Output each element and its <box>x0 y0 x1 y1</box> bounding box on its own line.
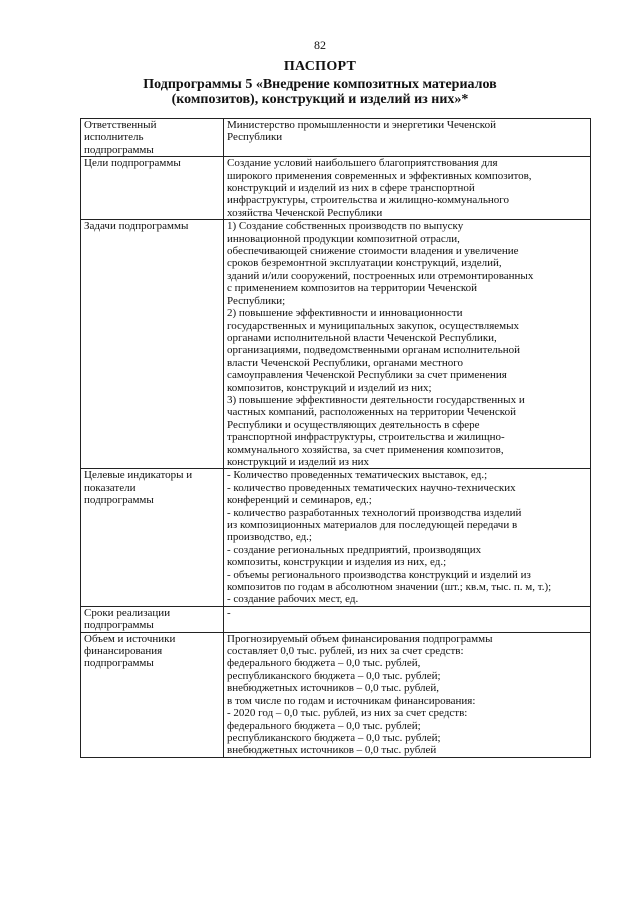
row-content-line: - <box>227 606 231 619</box>
row-label-line: исполнитель <box>84 131 144 144</box>
row-content-line: Республики; <box>227 294 286 307</box>
table-row <box>81 157 591 220</box>
row-content-line: 3) повышение эффективности деятельности государственных и <box>227 393 525 406</box>
row-content-line: производство, ед.; <box>227 531 312 544</box>
row-content-line: Министерство промышленности и энергетики Чеченской <box>227 119 496 131</box>
row-content-line: самоуправления Чеченской Республики за счет применения <box>227 369 507 382</box>
table-row <box>81 220 591 469</box>
row-content-line: Создание условий наибольшего благоприятствования для <box>227 157 498 170</box>
row-label-line: подпрограммы <box>84 143 154 156</box>
row-label-line: подпрограммы <box>84 494 154 507</box>
row-content-line: - 2020 год – 0,0 тыс. рублей, из них за счет средств: <box>227 707 468 720</box>
row-content-line: обеспечивающей снижение стоимости владения и увеличение <box>227 245 519 258</box>
row-content-line: - количество разработанных технологий производства изделий <box>227 506 522 519</box>
row-content-line: инфраструктуры, строительства и жилищно-коммунального <box>227 194 510 207</box>
row-content-line: частных компаний, расположенных на территории Чеченской <box>227 406 516 419</box>
passport-table <box>80 118 591 758</box>
row-label-cell <box>81 119 224 157</box>
row-content-line: композиты, конструкции и изделия из них, ед.; <box>227 556 447 569</box>
table-row <box>81 469 591 606</box>
row-label-line: Задачи подпрограммы <box>84 220 189 233</box>
row-content-line: составляет 0,0 тыс. рублей, из них за счет средств: <box>227 645 464 658</box>
row-content-line: Республики <box>227 131 283 144</box>
row-content-line: инновационной продукции композитной отрасли, <box>227 232 460 245</box>
row-label-line: Ответственный <box>84 119 157 131</box>
row-content-line: коммунального хозяйства, за счет применения композитов, <box>227 443 504 456</box>
row-content-line: 1) Создание собственных производств по выпуску <box>227 220 464 233</box>
row-content-line: - количество проведенных тематических научно-технических <box>227 481 516 494</box>
table-row <box>81 632 591 757</box>
row-content-line: федерального бюджета – 0,0 тыс. рублей; <box>227 719 421 732</box>
row-content-line: внебюджетных источников – 0,0 тыс. рублей, <box>227 682 440 695</box>
row-content-line: республиканского бюджета – 0,0 тыс. рублей; <box>227 669 441 682</box>
document-title: ПАСПОРТ <box>283 59 357 74</box>
row-content-line: из композиционных материалов для последующей передачи в <box>227 519 518 531</box>
row-content-cell <box>224 157 591 220</box>
row-content-line: хозяйства Чеченской Республики <box>227 206 383 219</box>
row-content-line: с применением композитов на территории Чеченской <box>227 282 478 295</box>
row-content-line: - создание рабочих мест, ед. <box>227 593 359 606</box>
row-content-line: широкого применения современных и эффективных композитов, <box>227 169 532 182</box>
row-label-line: подпрограммы <box>84 619 154 632</box>
row-content-line: конструкций и изделий из них в сфере транспортной <box>227 182 475 195</box>
row-content-line: сроков безремонтной эксплуатации конструкций, изделий, <box>227 257 502 270</box>
table-row <box>81 119 591 157</box>
row-content-line: конференций и семинаров, ед.; <box>227 494 372 507</box>
row-content-cell <box>224 606 591 632</box>
row-content-line: зданий и/или сооружений, построенных или отремонтированных <box>227 269 534 282</box>
row-content-line: Прогнозируемый объем финансирования подпрограммы <box>227 632 493 645</box>
row-content-line: государственных и муниципальных закупок, осуществляемых <box>227 319 519 332</box>
row-label-line: Сроки реализации <box>84 606 171 619</box>
row-content-line: конструкций и изделий из них <box>227 455 370 468</box>
row-content-cell <box>224 119 591 157</box>
row-content-line: внебюджетных источников – 0,0 тыс. рублей <box>227 744 437 757</box>
row-content-line: - Количество проведенных тематических выставок, ед.; <box>227 469 488 482</box>
subtitle-line: (композитов), конструкций и изделий из них»* <box>171 92 469 107</box>
page-number: 82 <box>314 38 326 52</box>
row-label-cell <box>81 469 224 606</box>
row-content-line: транспортной инфраструктуры, строительства и жилищно- <box>227 431 505 444</box>
row-content-line: - объемы регионального производства конструкций и изделий из <box>227 568 531 581</box>
row-content-line: органами исполнительной власти Чеченской Республики, <box>227 331 497 344</box>
row-content-line: - создание региональных предприятий, производящих <box>227 543 482 556</box>
row-content-line: композитов, конструкций и изделий из них; <box>227 381 432 394</box>
row-content-line: 2) повышение эффективности и инновационности <box>227 307 463 320</box>
row-label-line: показатели <box>84 481 136 494</box>
row-label-cell <box>81 606 224 632</box>
row-content-line: организациями, подведомственными органам исполнительной <box>227 344 521 357</box>
row-content-line: Республики и осуществляющих деятельность в сфере <box>227 418 480 431</box>
row-label-line: Цели подпрограммы <box>84 157 181 170</box>
row-content-cell <box>224 220 591 469</box>
row-label-cell <box>81 157 224 220</box>
document-subtitle <box>100 77 540 107</box>
row-content-line: композитов по годам в абсолютном значении (шт.; кв.м, тыс. п. м, т.); <box>227 581 552 594</box>
row-content-line: власти Чеченской Республики, органами местного <box>227 356 463 369</box>
row-content-cell <box>224 469 591 606</box>
row-label-cell <box>81 632 224 757</box>
row-label-line: Объем и источники <box>84 632 176 645</box>
row-label-line: Целевые индикаторы и <box>84 469 193 482</box>
row-label-line: финансирования <box>84 645 163 658</box>
row-content-line: в том числе по годам и источникам финансирования: <box>227 694 476 707</box>
row-content-line: федерального бюджета – 0,0 тыс. рублей, <box>227 657 421 670</box>
row-content-line: республиканского бюджета – 0,0 тыс. рублей; <box>227 731 441 744</box>
row-content-cell <box>224 632 591 757</box>
subtitle-line: Подпрограммы 5 «Внедрение композитных материалов <box>143 77 497 92</box>
row-label-cell <box>81 220 224 469</box>
table-row <box>81 606 591 632</box>
row-label-line: подпрограммы <box>84 657 154 670</box>
